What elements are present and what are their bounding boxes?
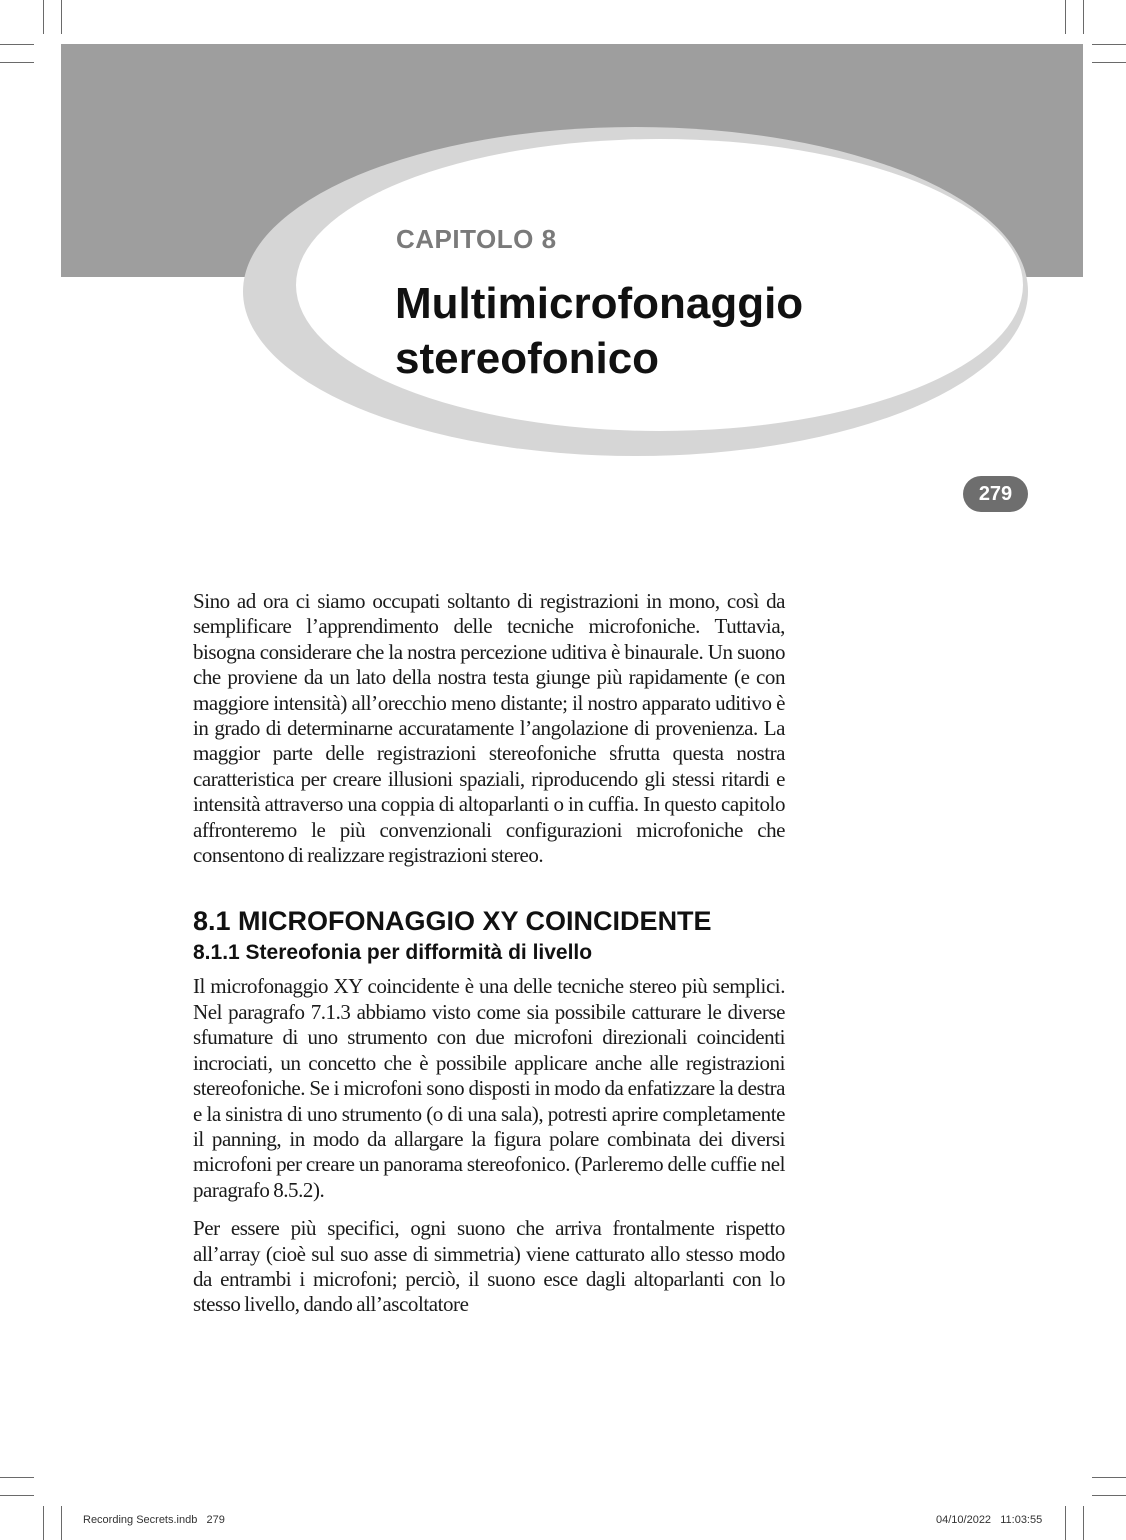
body-text [193, 589, 785, 1318]
chapter-label: CAPITOLO 8 [396, 224, 557, 254]
crop-mark [1065, 1506, 1066, 1540]
crop-mark [1065, 0, 1066, 34]
crop-mark [0, 1495, 34, 1496]
crop-mark [61, 1506, 62, 1540]
crop-mark [43, 1506, 44, 1540]
chapter-title [395, 276, 955, 386]
crop-mark [1092, 1495, 1126, 1496]
chapter-title-line: stereofonico [395, 334, 660, 383]
crop-mark [1083, 1506, 1084, 1540]
footer-timestamp: 04/10/2022 11:03:55 [936, 1514, 1043, 1526]
footer-filename: Recording Secrets.indb 279 [83, 1514, 225, 1526]
intro-paragraph: Sino ad ora ci siamo occupati soltanto di registrazioni in mono, così da semplificare l’apprendimento delle tecniche microfoniche. Tuttavia, bisogna considerare che la nostra percezione uditiva è binaurale. Un suono che proviene da un lato della nostra testa giunge più rapidamente (e con maggiore intensità) all’orecchio meno distante; il nostro apparato uditivo è in grado di determinarne accuratamente l’angolazione di provenienza. La maggior parte delle registrazioni stereofoniche sfrutta questa nostra caratteristica per creare illusioni spaziali, riproducendo gli stessi ritardi e intensità attraverso una coppia di altoparlanti o in cuffia. In questo capitolo affronteremo le più convenzionali configurazioni microfoniche che consentono di realizzare registrazioni stereo. [193, 589, 785, 868]
subsection-heading: 8.1.1 Stereofonia per difformità di livello [193, 941, 593, 965]
crop-mark [0, 62, 34, 63]
chapter-title-line: Multimicrofonaggio [395, 279, 804, 328]
body-paragraph: Il microfonaggio XY coincidente è una delle tecniche stereo più semplici. Nel paragrafo 7.1.3 abbiamo visto come sia possibile catturare le diverse sfumature di uno strumento con due microfoni direzionali coincidenti incrociati, un concetto che è possibile applicare anche alle registrazioni stereofoniche. Se i microfoni sono disposti in modo da enfatizzare la destra e la sinistra di uno strumento (o di una sala), potresti aprire completamente il panning, in modo da allargare la figura polare combinata dei diversi microfoni per creare un panorama stereofonico. (Parleremo delle cuffie nel paragrafo 8.5.2). [193, 974, 785, 1202]
body-paragraph: Per essere più specifici, ogni suono che arriva frontalmente rispetto all’array (cioè sul suo asse di simmetria) viene catturato allo stesso modo da entrambi i microfoni; perciò, il suono esce dagli altoparlanti con lo stesso livello, dando all’ascoltatore [193, 1216, 785, 1317]
crop-mark [43, 0, 44, 34]
section-heading: 8.1 MICROFONAGGIO XY COINCIDENTE [193, 906, 712, 937]
crop-mark [1092, 1477, 1126, 1478]
crop-mark [61, 0, 62, 34]
crop-mark [0, 44, 34, 45]
crop-mark [0, 1477, 34, 1478]
crop-mark [1083, 0, 1084, 34]
crop-mark [1092, 62, 1126, 63]
crop-mark [1092, 44, 1126, 45]
page-number-badge: 279 [963, 476, 1028, 512]
